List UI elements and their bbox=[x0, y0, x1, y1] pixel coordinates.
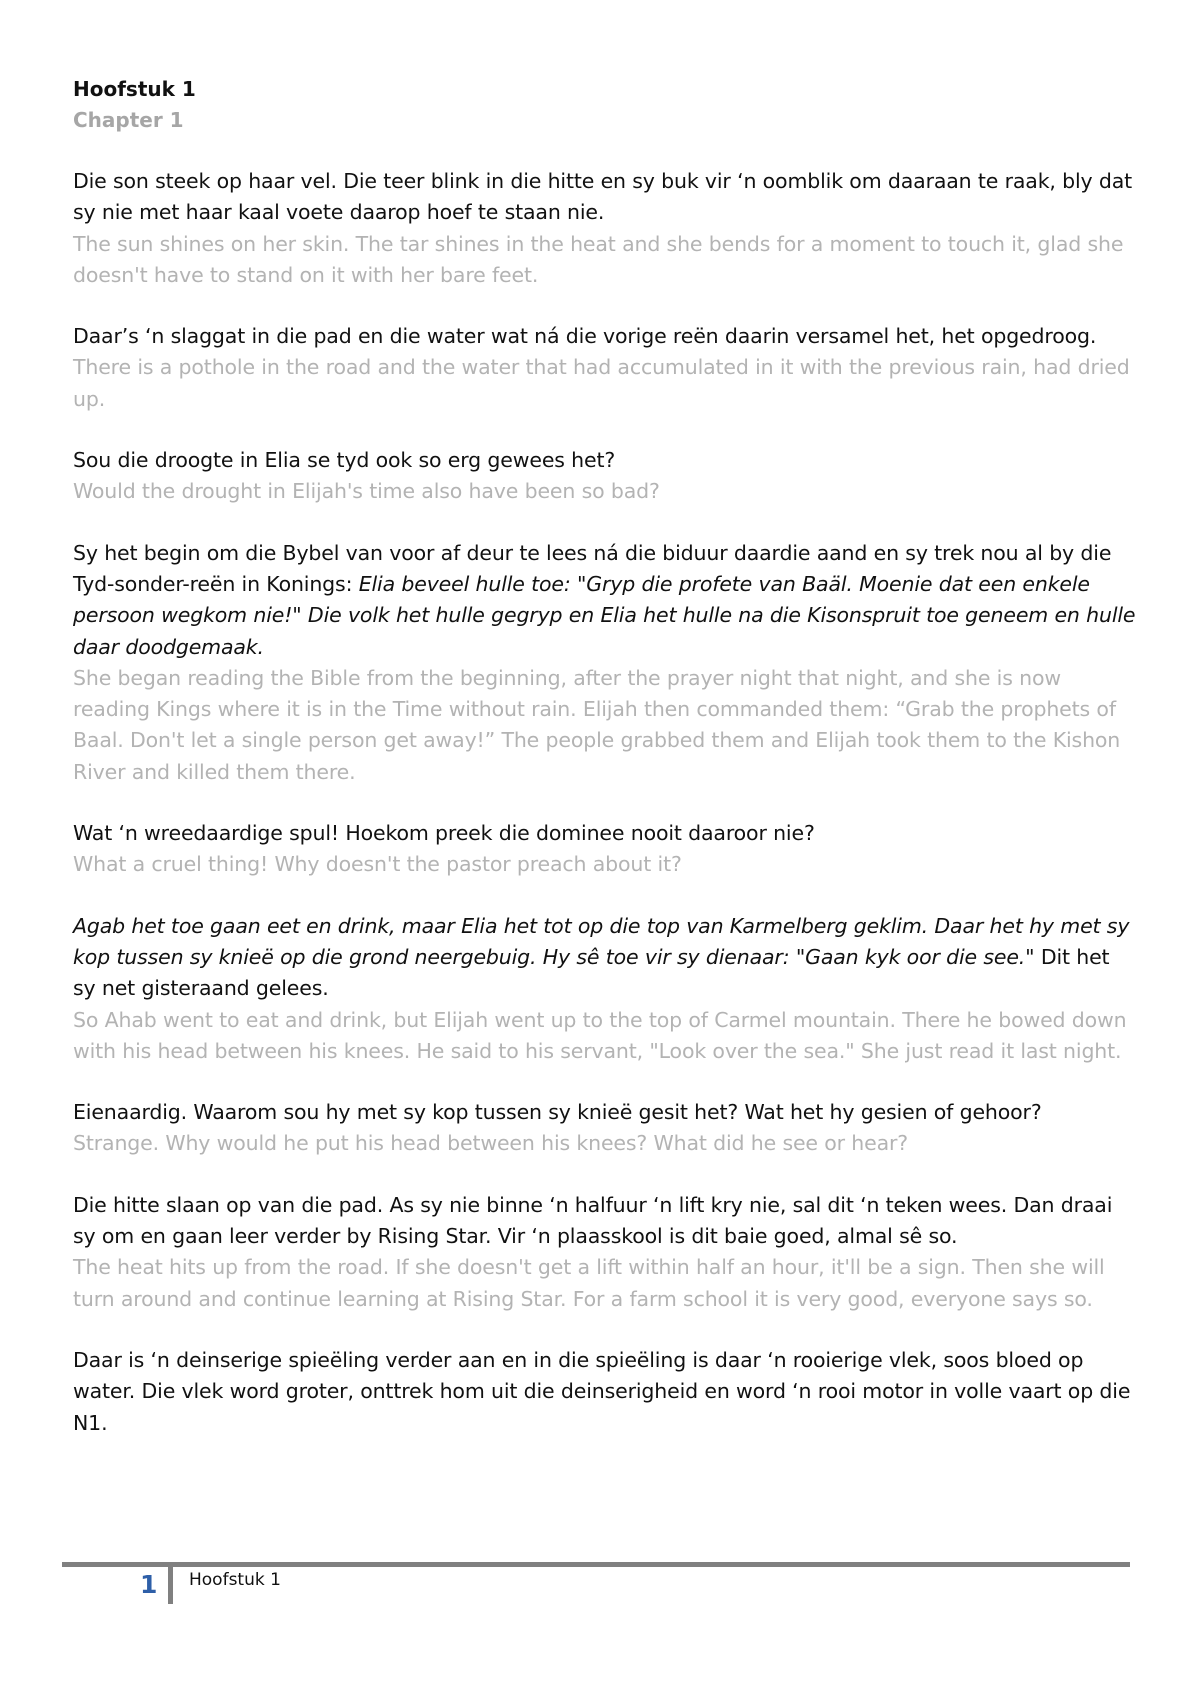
afrikaans-text: Die son steek op haar vel. Die teer blink in die hitte en sy buk vir ‘n oomblik om daaraan te raak, bly dat sy nie met haar kaal voete daarop hoef te staan nie. bbox=[73, 169, 1133, 225]
english-translation: What a cruel thing! Why doesn't the pastor preach about it? bbox=[73, 852, 682, 877]
chapter-heading-translation: Chapter 1 bbox=[73, 108, 184, 132]
afrikaans-text: Wat ‘n wreedaardige spul! Hoekom preek die dominee nooit daaroor nie? bbox=[73, 821, 815, 846]
paragraph-8 bbox=[73, 1190, 1138, 1315]
paragraph-7 bbox=[73, 1097, 1138, 1160]
afrikaans-text: Sou die droogte in Elia se tyd ook so erg gewees het? bbox=[73, 448, 616, 473]
afrikaans-text-lead: Sy het begin om die Bybel van voor af deur te lees ná die biduur daardie aand en sy trek nou al by die Tyd-sonder-reën in Konings: bbox=[73, 540, 1112, 596]
footer-rule bbox=[62, 1562, 1130, 1567]
english-translation: There is a pothole in the road and the water that had accumulated in it with the previous rain, had dried up. bbox=[73, 355, 1130, 411]
english-translation: The sun shines on her skin. The tar shines in the heat and she bends for a moment to touch it, glad she doesn't have to stand on it with her bare feet. bbox=[73, 231, 1124, 287]
afrikaans-text-trail: Dit het sy net gisteraand gelees. bbox=[73, 944, 1110, 1001]
paragraph-4 bbox=[73, 538, 1138, 788]
english-translation: Would the drought in Elijah's time also have been so bad? bbox=[73, 479, 660, 504]
afrikaans-text: Eienaardig. Waarom sou hy met sy kop tussen sy knieë gesit het? Wat het hy gesien of gehoor? bbox=[73, 1100, 1042, 1125]
paragraph-9 bbox=[73, 1345, 1138, 1439]
paragraph-2 bbox=[73, 321, 1138, 415]
footer-divider bbox=[168, 1567, 173, 1604]
paragraph-3 bbox=[73, 445, 1138, 508]
page-number: 1 bbox=[140, 1570, 158, 1599]
afrikaans-text: Daar is ‘n deinserige spieëling verder aan en in die spieëling is daar ‘n rooierige vlek, soos bloed op water. Die vlek word groter, onttrek hom uit die deinserigheid en word ‘n rooi motor in volle vaart op die N1. bbox=[73, 1347, 1131, 1435]
afrikaans-text: Daar’s ‘n slaggat in die pad en die water wat ná die vorige reën daarin versamel het, het opgedroog. bbox=[73, 324, 1097, 349]
english-translation: So Ahab went to eat and drink, but Elijah went up to the top of Carmel mountain. There he bowed down with his head between his knees. He said to his servant, "Look over the sea." She just read it last night. bbox=[73, 1007, 1127, 1063]
paragraph-1 bbox=[73, 166, 1138, 291]
afrikaans-text bbox=[73, 911, 1138, 1005]
footer-title: Hoofstuk 1 bbox=[189, 1570, 281, 1590]
english-translation: Strange. Why would he put his head between his knees? What did he see or hear? bbox=[73, 1131, 909, 1156]
bible-quote: Elia beveel hulle toe: "Gryp die profete van Baäl. Moenie dat een enkele persoon wegkom nie!" Die volk het hulle gegryp en Elia het hulle na die Kisonspruit toe geneem en hulle daar doodgemaak. bbox=[73, 571, 1136, 659]
chapter-heading: Hoofstuk 1 bbox=[73, 77, 196, 101]
afrikaans-text: Die hitte slaan op van die pad. As sy nie binne ‘n halfuur ‘n lift kry nie, sal dit ‘n teken wees. Dan draai sy om en gaan leer verder by Rising Star. Vir ‘n plaasskool is dit baie goed, almal sê so. bbox=[73, 1192, 1113, 1249]
paragraph-5 bbox=[73, 818, 1138, 881]
english-translation: The heat hits up from the road. If she doesn't get a lift within half an hour, it'll be a sign. Then she will turn around and continue learning at Rising Star. For a farm school it is very good, everyone says so. bbox=[73, 1255, 1105, 1311]
bible-quote: Agab het toe gaan eet en drink, maar Elia het tot op die top van Karmelberg geklim. Daar het hy met sy kop tussen sy knieë op die grond neergebuig. Hy sê toe vir sy dienaar: "Gaan kyk oor die see." bbox=[73, 913, 1130, 969]
document-body bbox=[73, 74, 1138, 1439]
english-translation: She began reading the Bible from the beginning, after the prayer night that night, and she is now reading Kings where it is in the Time without rain. Elijah then commanded them: “Grab the prophets of Baal. Don't let a single person get away!” The people grabbed them and Elijah took them to the Kishon River and killed them there. bbox=[73, 665, 1121, 784]
afrikaans-text bbox=[73, 538, 1138, 663]
paragraph-6 bbox=[73, 911, 1138, 1067]
